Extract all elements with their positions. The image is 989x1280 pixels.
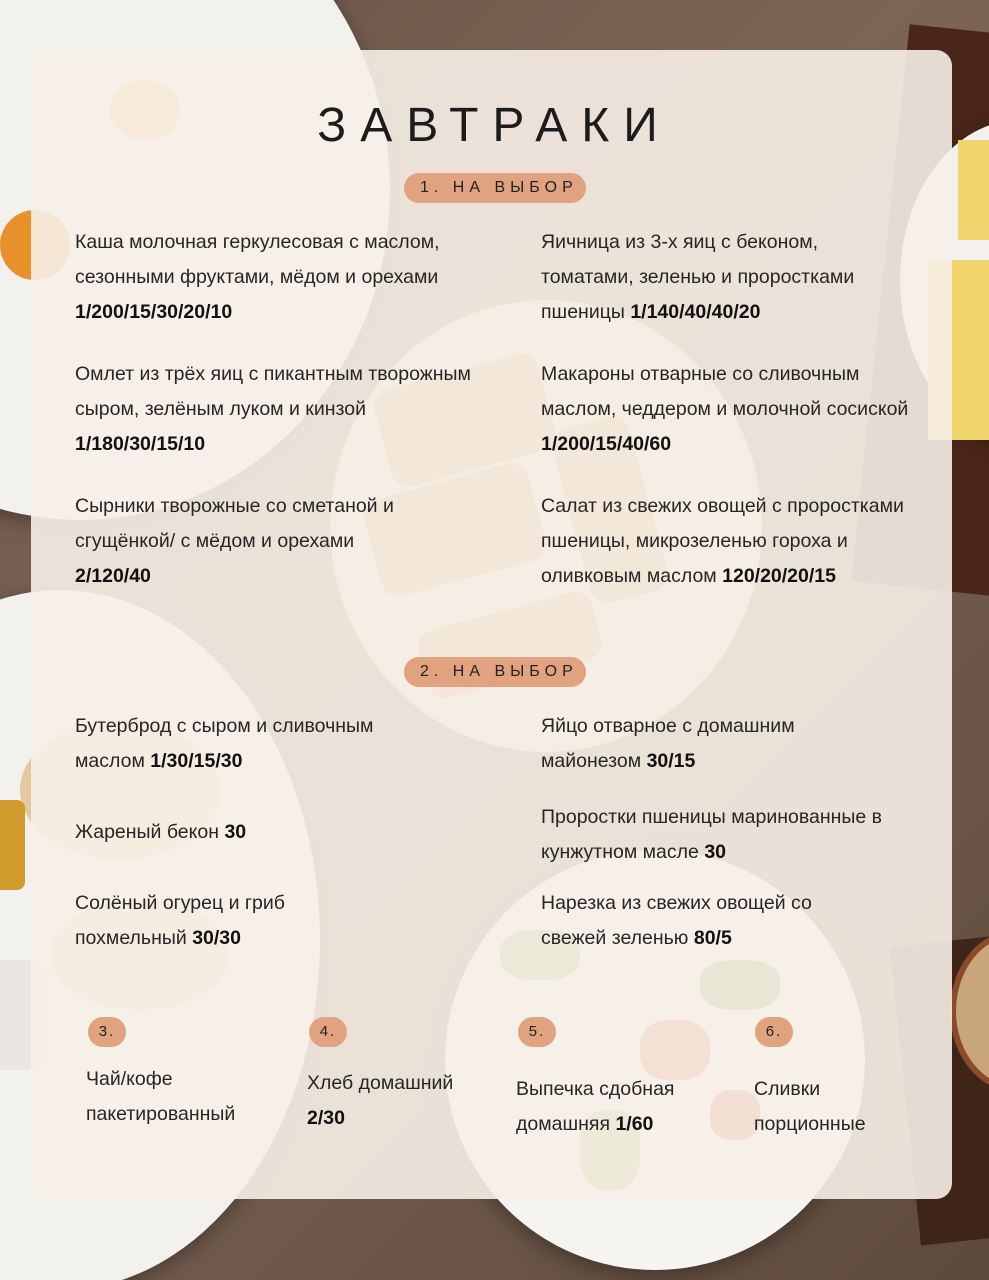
honey-jar — [0, 800, 25, 890]
item-name: Выпечка сдобная домашняя — [516, 1078, 675, 1135]
menu-item — [307, 1066, 487, 1136]
item-weight: 2/120/40 — [75, 565, 151, 587]
item-name: Хлеб домашний — [307, 1072, 454, 1094]
menu-item — [75, 225, 475, 330]
item-weight: 120/20/20/15 — [722, 565, 836, 587]
item-weight: 1/200/15/30/20/10 — [75, 301, 233, 323]
item-name: Жареный бекон — [75, 821, 220, 843]
extra-number: 6. — [755, 1017, 793, 1047]
item-name: Каша молочная геркулесовая с маслом, сезонными фруктами, мёдом и орехами — [75, 231, 440, 288]
item-weight: 30/30 — [192, 927, 241, 949]
extra-number: 3. — [88, 1017, 126, 1047]
item-weight: 80/5 — [693, 927, 732, 949]
extra-number: 4. — [309, 1017, 347, 1047]
menu-item — [541, 489, 921, 594]
item-weight: 30 — [704, 841, 727, 863]
item-weight: 30 — [224, 821, 247, 843]
menu-card — [31, 50, 952, 1199]
menu-item — [75, 886, 345, 956]
item-weight: 1/140/40/40/20 — [630, 301, 761, 323]
menu-item — [754, 1072, 904, 1142]
item-weight: 1/200/15/40/60 — [541, 433, 672, 455]
item-name: Яичница из 3-х яиц с беконом, томатами, зеленью и проростками пшеницы — [541, 231, 855, 323]
item-weight: 1/60 — [615, 1113, 654, 1135]
section-label: 1. НА ВЫБОР — [404, 173, 586, 203]
menu-item — [541, 800, 926, 870]
menu-item — [75, 489, 455, 594]
item-weight: 30/15 — [646, 750, 696, 772]
item-name: Сливки порционные — [754, 1078, 866, 1135]
item-name: Чай/кофе пакетированный — [86, 1068, 236, 1125]
item-name: Солёный огурец и гриб похмельный — [75, 892, 285, 949]
menu-item — [86, 1062, 276, 1132]
item-name: Омлет из трёх яиц с пикантным творожным сыром, зелёным луком и кинзой — [75, 363, 471, 420]
item-name: Салат из свежих овощей с проростками пшеницы, микрозеленью гороха и оливковым маслом — [541, 495, 904, 587]
section-label: 2. НА ВЫБОР — [404, 657, 586, 687]
item-weight: 2/30 — [307, 1107, 345, 1129]
item-name: Бутерброд с сыром и сливочным маслом — [75, 715, 374, 772]
menu-item — [541, 709, 841, 779]
menu-item — [541, 225, 911, 330]
page-title: ЗАВТРАКИ — [317, 99, 672, 152]
menu-item — [75, 357, 475, 462]
menu-item — [541, 357, 911, 462]
item-name: Нарезка из свежих овощей со свежей зеленью — [541, 892, 812, 949]
item-name: Макароны отварные со сливочным маслом, чеддером и молочной сосиской — [541, 363, 909, 420]
menu-item — [541, 886, 881, 956]
item-name: Сырники творожные со сметаной и сгущёнкой/ с мёдом и орехами — [75, 495, 394, 552]
cheese-slice — [958, 140, 989, 240]
item-weight: 1/30/15/30 — [150, 750, 243, 772]
menu-item — [516, 1072, 716, 1142]
item-name: Проростки пшеницы маринованные в кунжутном масле — [541, 806, 882, 863]
item-weight: 1/180/30/15/10 — [75, 433, 206, 455]
item-name: Яйцо отварное с домашним майонезом — [541, 715, 795, 772]
extra-number: 5. — [518, 1017, 556, 1047]
menu-item — [75, 709, 435, 779]
menu-item — [75, 815, 435, 850]
